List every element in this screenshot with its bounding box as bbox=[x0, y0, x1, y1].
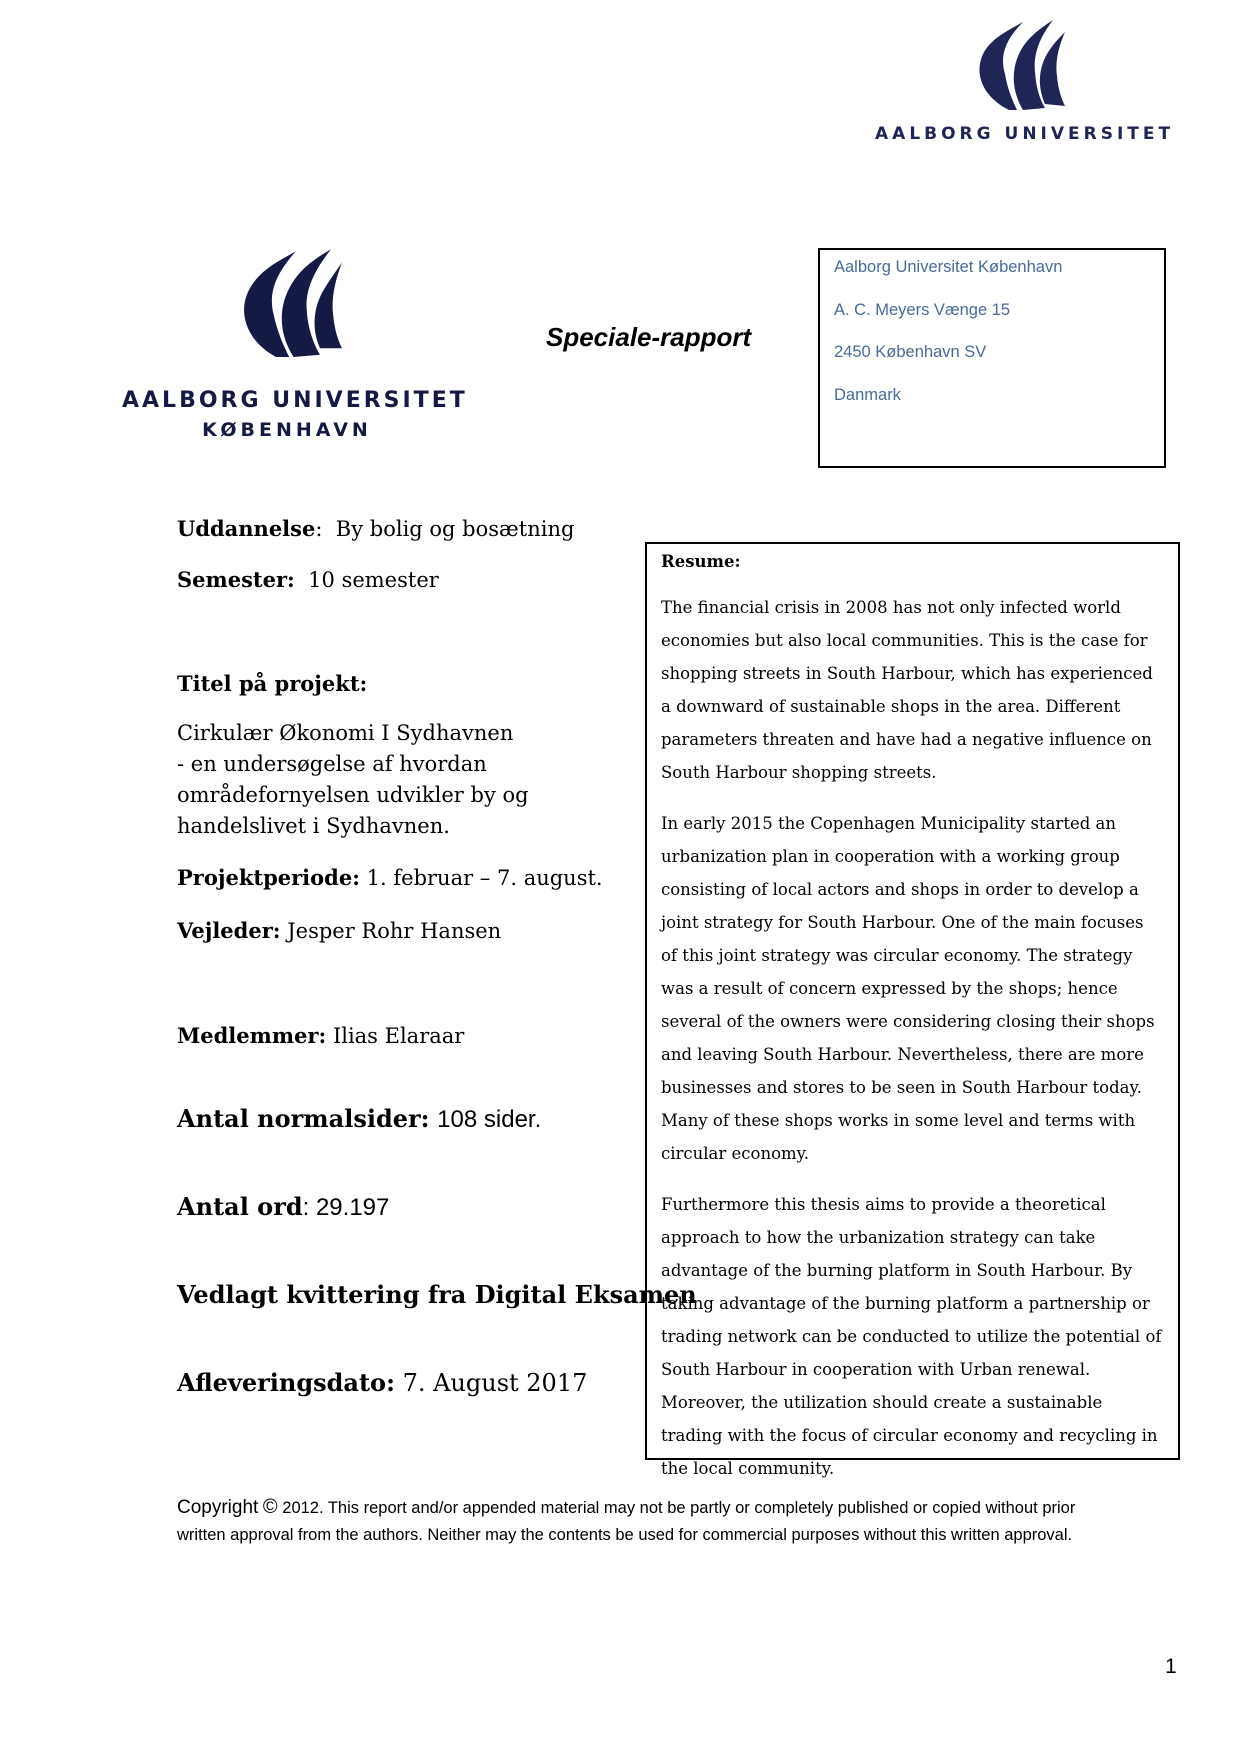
document-type-title: Speciale-rapport bbox=[546, 322, 752, 352]
page-number: 1 bbox=[1165, 1655, 1177, 1678]
address-line: Aalborg Universitet København bbox=[834, 258, 1063, 276]
normalsider-field bbox=[177, 1104, 541, 1134]
address-line: 2450 København SV bbox=[834, 343, 987, 361]
titel-field bbox=[177, 671, 367, 696]
address-line: A. C. Meyers Vænge 15 bbox=[834, 300, 1011, 319]
medlemmer-field bbox=[177, 1023, 464, 1048]
address-box bbox=[818, 248, 1166, 468]
resume-paragraph: In early 2015 the Copenhagen Municipality started an urbanization plan in cooperation with a working group consisting of local actors and shops in order to develop a joint strategy for South Harbour. One of the main focuses of this joint strategy was circular economy. The strategy was a result of concern expressed by the shops; hence several of the owners were considering closing their shops and leaving South Harbour. Nevertheless, there are more businesses and stores to be seen in South Harbour today. Many of these shops works in some level and terms with circular economy. bbox=[661, 814, 1155, 1163]
field-label: Vejleder: bbox=[177, 918, 281, 943]
field-value: Jesper Rohr Hansen bbox=[287, 919, 502, 943]
resume-paragraph: The financial crisis in 2008 has not only infected world economies but also local communities. This is the case for shopping streets in South Harbour, which has experienced a downward of sustainable shops in the area. Different parameters threaten and have had a negative influence on South Harbour shopping streets. bbox=[661, 598, 1153, 782]
resume-paragraph: Furthermore this thesis aims to provide a theoretical approach to how the urbanization strategy can take advantage of the burning platform in South Harbour. By taking advantage of the burning platform a partnership or trading network can be conducted to utilize the potential of South Harbour in cooperation with Urban renewal. Moreover, the utilization should create a sustainable trading with the focus of circular economy and recycling in the local community. bbox=[661, 1195, 1162, 1478]
afleveringsdato-field bbox=[177, 1368, 587, 1397]
field-value: 7. August 2017 bbox=[402, 1369, 588, 1397]
vedlagt-note bbox=[177, 1280, 697, 1309]
resume-box bbox=[645, 542, 1180, 1478]
aalborg-logo-top bbox=[875, 18, 1175, 144]
projektperiode-field bbox=[177, 865, 603, 890]
vedlagt-text: Vedlagt kvittering fra Digital Eksamen bbox=[177, 1280, 697, 1309]
field-label: Antal ord bbox=[177, 1192, 303, 1221]
semester-field bbox=[177, 567, 439, 592]
aau-wave-logo-icon bbox=[232, 246, 342, 358]
aau-wave-logo-icon bbox=[965, 18, 1065, 110]
copyright-symbol: © bbox=[262, 1496, 278, 1518]
field-value: 10 semester bbox=[308, 568, 439, 592]
field-label: Titel på projekt: bbox=[177, 671, 368, 696]
uddannelse-field: Uddannelse: By bolig og bosætning bbox=[177, 516, 575, 541]
field-value: Ilias Elaraar bbox=[332, 1024, 465, 1048]
field-value: : 29.197 bbox=[302, 1194, 390, 1221]
resume-heading: Resume: bbox=[661, 552, 741, 571]
field-label: Medlemmer: bbox=[177, 1023, 327, 1048]
vejleder-field bbox=[177, 918, 501, 943]
address-line: Danmark bbox=[834, 385, 901, 404]
copyright-notice bbox=[177, 1494, 1097, 1549]
field-label: Antal normalsider: bbox=[177, 1104, 430, 1133]
field-value: By bolig og bosætning bbox=[335, 517, 575, 541]
logo-wordmark: AALBORG UNIVERSITET bbox=[875, 124, 1175, 144]
field-label: Afleveringsdato: bbox=[177, 1368, 395, 1397]
project-title-line: - en undersøgelse af hvordan områdefornyelsen udvikler by og handelslivet i Sydhavnen. bbox=[177, 752, 529, 838]
field-label: Semester: bbox=[177, 567, 295, 592]
antal-ord-field bbox=[177, 1192, 389, 1222]
project-title bbox=[177, 718, 637, 842]
copyright-prefix: Copyright bbox=[177, 1497, 259, 1518]
field-label: Projektperiode: bbox=[177, 865, 360, 890]
logo-wordmark: AALBORG UNIVERSITET bbox=[122, 388, 468, 413]
field-value: 108 sider. bbox=[437, 1106, 542, 1133]
logo-subword: KØBENHAVN bbox=[202, 419, 372, 441]
project-title-line: Cirkulær Økonomi I Sydhavnen bbox=[177, 721, 514, 745]
aalborg-logo-kobenhavn bbox=[122, 246, 468, 441]
field-value: 1. februar – 7. august. bbox=[366, 866, 603, 890]
copyright-text: 2012. This report and/or appended material may not be partly or completely published or copied without prior written approval from the authors. Neither may the contents be used for commercial purposes without this written approval. bbox=[177, 1499, 1076, 1544]
field-label: Uddannelse bbox=[177, 516, 316, 541]
